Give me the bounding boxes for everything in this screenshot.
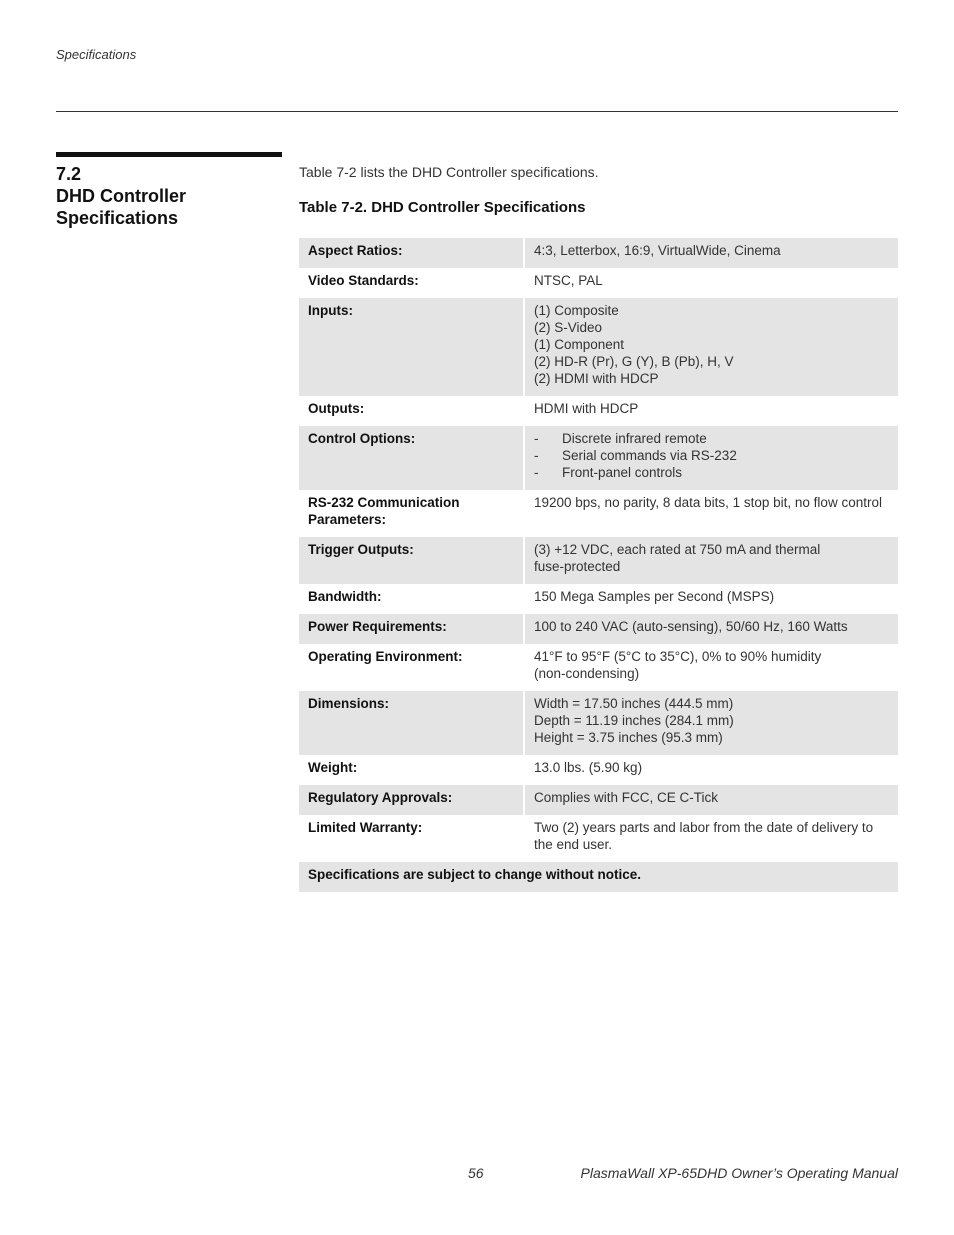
row-value: Complies with FCC, CE C-Tick bbox=[525, 785, 898, 815]
row-value bbox=[525, 298, 898, 396]
row-label: Outputs: bbox=[299, 396, 525, 426]
manual-title: PlasmaWall XP-65DHD Owner’s Operating Manual bbox=[580, 1165, 898, 1181]
table-footnote-row bbox=[299, 862, 898, 892]
table-row bbox=[299, 614, 898, 644]
table-row bbox=[299, 268, 898, 298]
bullet-dash: - bbox=[534, 465, 539, 480]
value-line: 41°F to 95°F (5°C to 35°C), 0% to 90% humidity bbox=[534, 649, 822, 664]
table-row bbox=[299, 396, 898, 426]
value-line: (2) HDMI with HDCP bbox=[534, 371, 659, 386]
value-line: Width = 17.50 inches (444.5 mm) bbox=[534, 696, 734, 711]
running-header: Specifications bbox=[56, 47, 137, 62]
row-label: Inputs: bbox=[299, 298, 525, 396]
row-value bbox=[525, 691, 898, 755]
label-line: RS-232 Communication bbox=[308, 495, 460, 510]
row-label: Operating Environment: bbox=[299, 644, 525, 691]
label-line: Parameters: bbox=[308, 512, 387, 527]
row-label: Power Requirements: bbox=[299, 614, 525, 644]
bullet-item bbox=[534, 464, 889, 481]
table-row bbox=[299, 584, 898, 614]
row-label: Video Standards: bbox=[299, 268, 525, 298]
value-line: fuse-protected bbox=[534, 559, 621, 574]
row-label: Control Options: bbox=[299, 426, 525, 490]
intro-text: Table 7-2 lists the DHD Controller specifications. bbox=[299, 164, 599, 180]
row-label: Trigger Outputs: bbox=[299, 537, 525, 584]
table-row bbox=[299, 691, 898, 755]
section-title-line2: Specifications bbox=[56, 208, 179, 228]
row-value: HDMI with HDCP bbox=[525, 396, 898, 426]
row-label: Regulatory Approvals: bbox=[299, 785, 525, 815]
row-label: Aspect Ratios: bbox=[299, 238, 525, 268]
bullet-dash: - bbox=[534, 448, 539, 463]
table-row bbox=[299, 644, 898, 691]
section-bar bbox=[56, 152, 282, 157]
row-label: Weight: bbox=[299, 755, 525, 785]
spec-table bbox=[299, 238, 898, 892]
value-line: (non-condensing) bbox=[534, 666, 640, 681]
value-line: (1) Composite bbox=[534, 303, 619, 318]
value-line: (2) HD-R (Pr), G (Y), B (Pb), H, V bbox=[534, 354, 734, 369]
row-value bbox=[525, 537, 898, 584]
row-value: 13.0 lbs. (5.90 kg) bbox=[525, 755, 898, 785]
bullet-text: Discrete infrared remote bbox=[562, 431, 707, 446]
table-row bbox=[299, 426, 898, 490]
row-value bbox=[525, 426, 898, 490]
row-value: 100 to 240 VAC (auto-sensing), 50/60 Hz, 160 Watts bbox=[525, 614, 898, 644]
bullet-text: Serial commands via RS-232 bbox=[562, 448, 737, 463]
value-line: (3) +12 VDC, each rated at 750 mA and thermal bbox=[534, 542, 821, 557]
table-row bbox=[299, 755, 898, 785]
row-label: Limited Warranty: bbox=[299, 815, 525, 862]
row-value: NTSC, PAL bbox=[525, 268, 898, 298]
value-line: (2) S-Video bbox=[534, 320, 603, 335]
bullet-item bbox=[534, 430, 889, 447]
value-line: the end user. bbox=[534, 837, 613, 852]
value-line: Depth = 11.19 inches (284.1 mm) bbox=[534, 713, 734, 728]
row-value bbox=[525, 644, 898, 691]
table-row bbox=[299, 238, 898, 268]
row-value bbox=[525, 815, 898, 862]
row-label bbox=[299, 490, 525, 537]
table-row bbox=[299, 298, 898, 396]
section-title-line1: DHD Controller bbox=[56, 186, 186, 206]
table-row bbox=[299, 490, 898, 537]
value-line: Two (2) years parts and labor from the date of delivery to bbox=[534, 820, 874, 835]
row-value: 19200 bps, no parity, 8 data bits, 1 stop bit, no flow control bbox=[525, 490, 898, 537]
bullet-item bbox=[534, 447, 889, 464]
section-heading bbox=[56, 163, 276, 229]
row-value: 150 Mega Samples per Second (MSPS) bbox=[525, 584, 898, 614]
table-row bbox=[299, 537, 898, 584]
row-label: Dimensions: bbox=[299, 691, 525, 755]
bullet-text: Front-panel controls bbox=[562, 465, 683, 480]
table-title: Table 7-2. DHD Controller Specifications bbox=[299, 199, 586, 216]
page-number: 56 bbox=[468, 1165, 484, 1181]
value-line: (1) Component bbox=[534, 337, 625, 352]
bullet-dash: - bbox=[534, 431, 539, 446]
table-footnote: Specifications are subject to change without notice. bbox=[299, 862, 898, 892]
row-label: Bandwidth: bbox=[299, 584, 525, 614]
row-value: 4:3, Letterbox, 16:9, VirtualWide, Cinema bbox=[525, 238, 898, 268]
value-line: Height = 3.75 inches (95.3 mm) bbox=[534, 730, 723, 745]
header-rule bbox=[56, 111, 898, 112]
table-row bbox=[299, 815, 898, 862]
section-number: 7.2 bbox=[56, 164, 82, 184]
table-row bbox=[299, 785, 898, 815]
